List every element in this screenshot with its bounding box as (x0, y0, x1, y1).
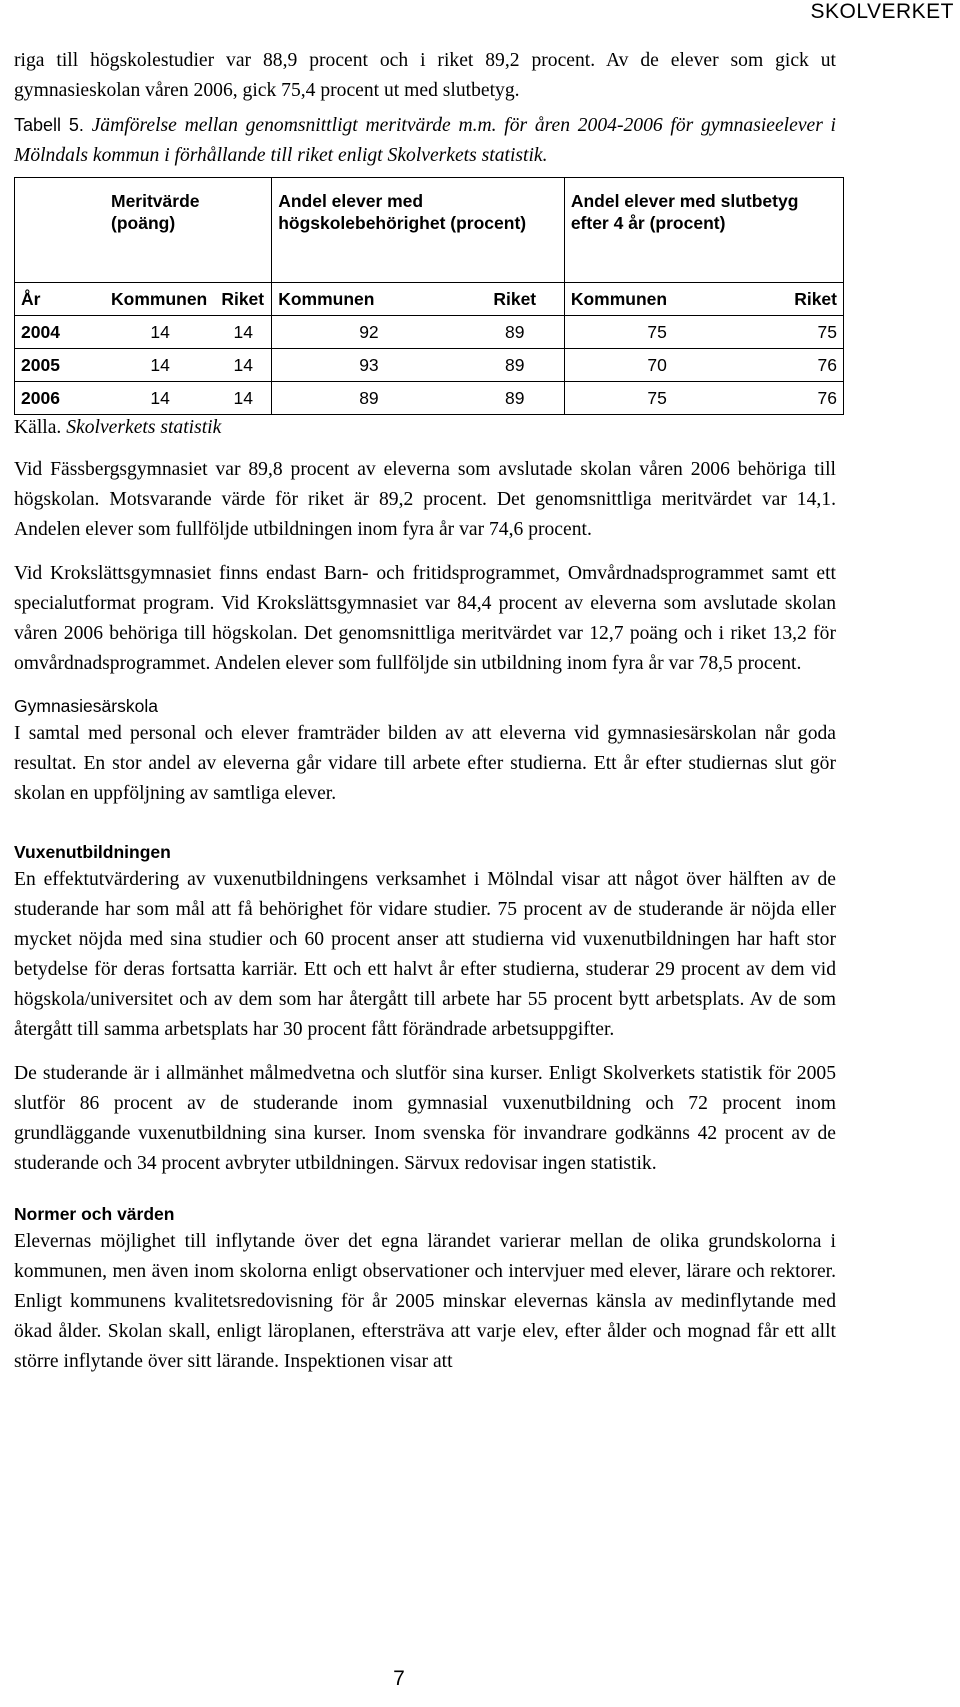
header-mark: SKOLVERKET (810, 0, 954, 23)
table-cell: 76 (749, 382, 843, 415)
table-sub-header: Riket (215, 283, 271, 316)
table-cell: 76 (749, 349, 843, 382)
table-sub-header: Kommunen (564, 283, 749, 316)
table-sub-header-row (15, 283, 844, 316)
meritvarde-table (14, 177, 844, 415)
table-source-label: Källa. (14, 417, 62, 438)
table-sub-header: Riket (466, 283, 565, 316)
table-cell: 89 (466, 316, 565, 349)
table-cell: 14 (105, 349, 215, 382)
table-group-header-1: Meritvärde (poäng) (105, 178, 272, 283)
table-cell: 14 (105, 316, 215, 349)
heading-vuxenutbildningen: Vuxenutbildningen (14, 842, 171, 862)
table-caption-text: Jämförelse mellan genomsnittligt meritvärde m.m. för åren 2004-2006 för gymnasieelever i Mölndals kommun i förhållande till riket enligt Skolverkets statistik. (14, 115, 837, 166)
table-cell: 92 (272, 316, 466, 349)
table-source (14, 415, 836, 441)
table-cell: 89 (272, 382, 466, 415)
paragraph-vuxenutbildningen-1: En effektutvärdering av vuxenutbildningens verksamhet i Mölndal visar att något över hälften av de studerande har som mål att få behörighet för vidare studier. 75 procent av de studerande är nöjda eller mycket nöjda med sina studier och 60 procent anser att studierna vid vuxenutbildningen har haft stor betydelse för deras fortsatta karriär. Ett och ett halvt år efter studierna, studerar 29 procent av dem vid högskola/universitet och av dem som har återgått till arbete har 55 procent bytt arbetsplats. Av de som återgått till samma arbetsplats har 30 procent fått förändrade arbetsuppgifter. (14, 869, 836, 1040)
table-cell-year: 2004 (15, 316, 106, 349)
page-content (14, 46, 836, 1377)
table-cell: 93 (272, 349, 466, 382)
table-cell: 70 (564, 349, 749, 382)
paragraph-fassbergs: Vid Fässbergsgymnasiet var 89,8 procent av eleverna som avslutade skolan våren 2006 behöriga till högskolan. Motsvarande värde för riket är 89,2 procent. Det genomsnittliga meritvärdet var 14,1. Andelen elever som fullföljde utbildningen inom fyra år var 74,6 procent. (14, 459, 836, 540)
table-group-header-row (15, 178, 844, 283)
table-sub-header: Kommunen (272, 283, 466, 316)
table-cell: 75 (749, 316, 843, 349)
table-cell: 75 (564, 382, 749, 415)
table-sub-header: Kommunen (105, 283, 215, 316)
table-row (15, 349, 844, 382)
table-caption-label: Tabell 5. (14, 115, 84, 135)
table-source-text: Skolverkets statistik (66, 417, 222, 438)
heading-normer: Normer och värden (14, 1204, 175, 1224)
table-cell: 89 (466, 349, 565, 382)
paragraph-krokslatts: Vid Krokslättsgymnasiet finns endast Barn- och fritidsprogrammet, Omvårdnadsprogrammet samt ett specialutformat program. Vid Krokslättsgymnasiet var 84,4 procent av eleverna som avslutade skolan våren 2006 behöriga till högskolan. Det genomsnittliga meritvärdet var 12,7 poäng och i riket 13,2 för omvårdnadsprogrammet. Andelen elever som fullföljde sin utbildning inom fyra år var 78,5 procent. (14, 563, 836, 674)
table-cell: 14 (105, 382, 215, 415)
table-sub-header: År (15, 283, 106, 316)
paragraph-vuxenutbildningen-2: De studerande är i allmänhet målmedvetna och slutför sina kurser. Enligt Skolverkets statistik för 2005 slutför 86 procent av de studerande inom gymnasial vuxenutbildning och 72 procent inom grundläggande vuxenutbildning sina kurser. Inom svenska för invandrare godkänns 42 procent av de studerande och 34 procent avbryter utbildningen. Särvux redovisar ingen statistik. (14, 1063, 836, 1174)
table-group-header-3: Andel elever med slutbetyg efter 4 år (procent) (564, 178, 843, 283)
table-cell-year: 2006 (15, 382, 106, 415)
table-cell: 89 (466, 382, 565, 415)
table-header-empty (15, 178, 106, 283)
paragraph-gymnasiesarskola: I samtal med personal och elever framträder bilden av att eleverna vid gymnasiesärskolan når goda resultat. En stor andel av eleverna går vidare till arbete efter studierna. Ett år efter studiernas slut gör skolan en uppföljning av samtliga elever. (14, 723, 836, 804)
table-caption (14, 110, 836, 171)
page-number: 7 (393, 1667, 405, 1690)
table-row (15, 316, 844, 349)
table-cell: 14 (215, 316, 271, 349)
heading-gymnasiesarskola: Gymnasiesärskola (14, 696, 158, 716)
table-cell-year: 2005 (15, 349, 106, 382)
table-cell: 14 (215, 349, 271, 382)
table-cell: 75 (564, 316, 749, 349)
paragraph-normer: Elevernas möjlighet till inflytande över det egna lärandet varierar mellan de olika grundskolorna i kommunen, men även inom skolorna enligt observationer och intervjuer med elever, lärare och rektorer. Enligt kommunens kvalitetsredovisning för år 2005 minskar elevernas känsla av medinflytande med ökad ålder. Skolan skall, enligt läroplanen, eftersträva att varje elev, efter ålder och mognad får ett allt större inflytande över sitt lärande. Inspektionen visar att (14, 1231, 836, 1372)
table-cell: 14 (215, 382, 271, 415)
table-group-header-2: Andel elever med högskolebehörighet (procent) (272, 178, 565, 283)
intro-paragraph: riga till högskolestudier var 88,9 procent och i riket 89,2 procent. Av de elever som gick ut gymnasieskolan våren 2006, gick 75,4 procent ut med slutbetyg. (14, 50, 836, 101)
table-sub-header: Riket (749, 283, 843, 316)
table-row (15, 382, 844, 415)
